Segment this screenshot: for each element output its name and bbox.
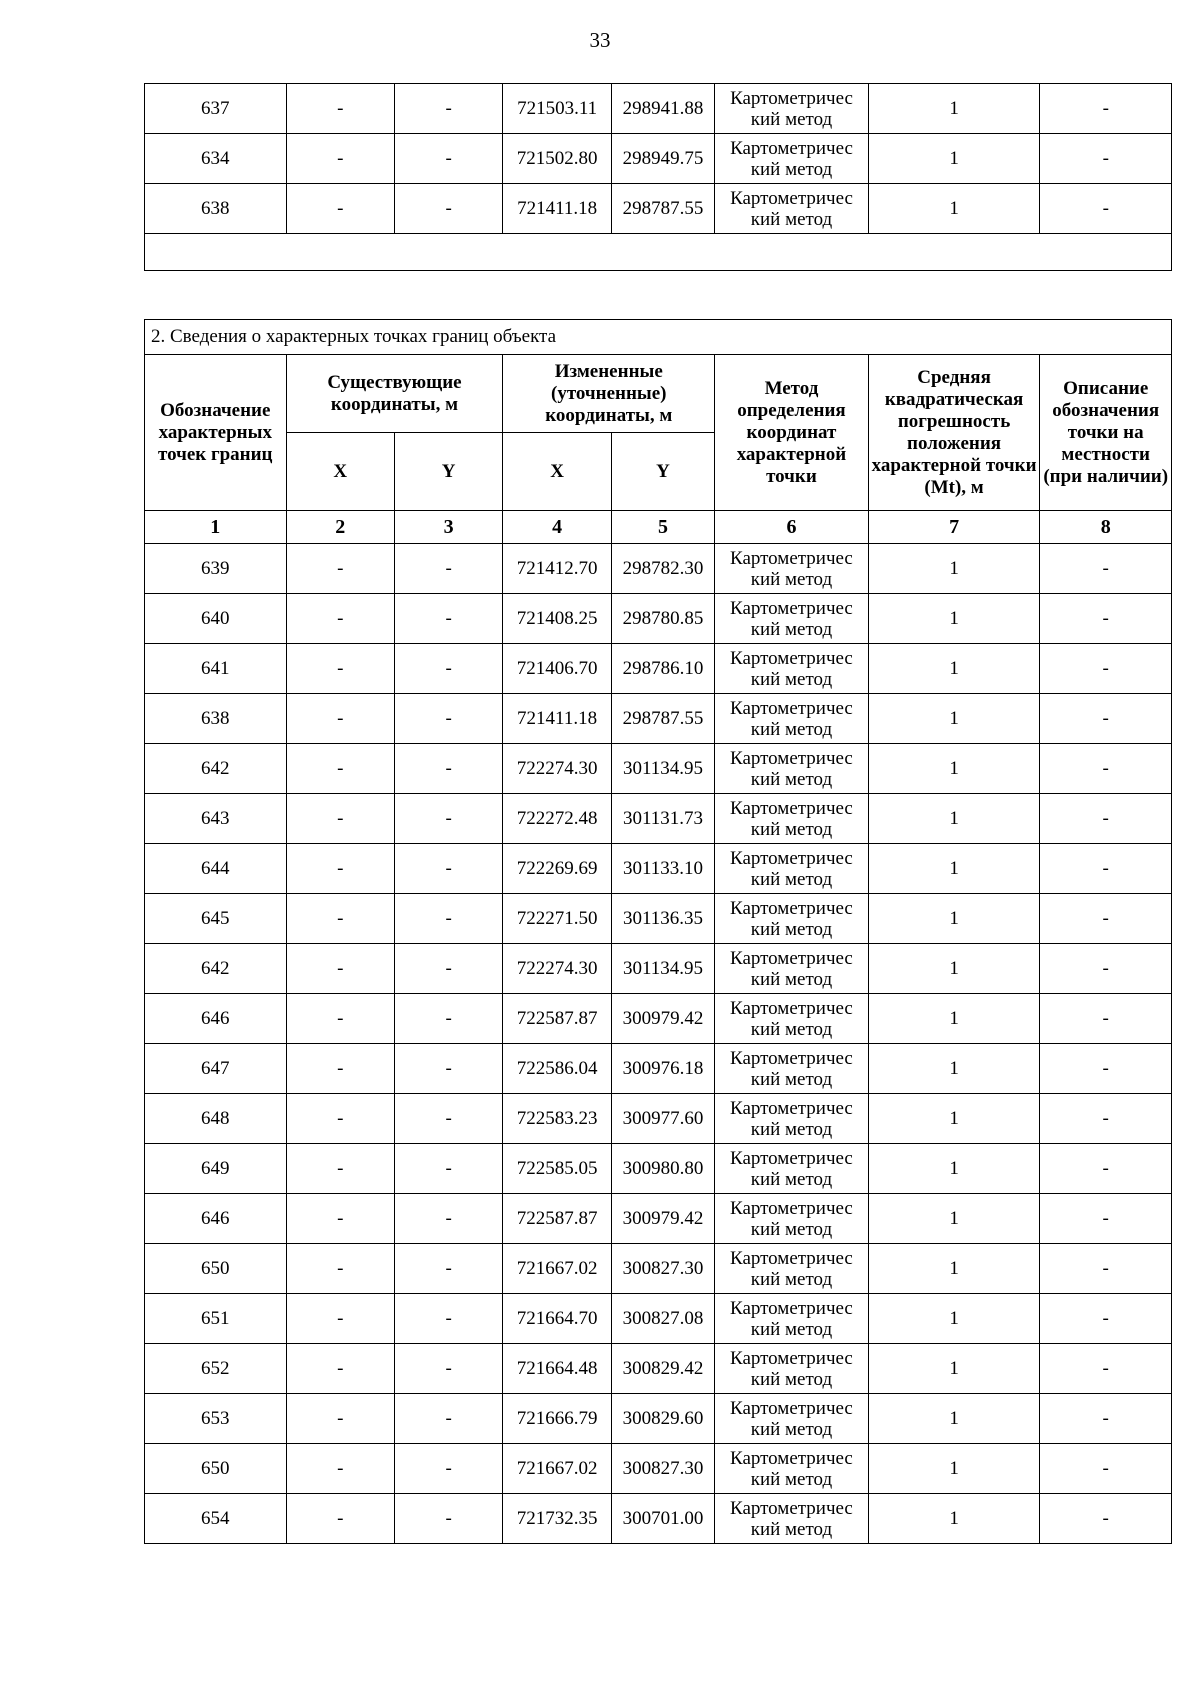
top-table-body <box>145 84 1172 234</box>
description-cell: - <box>1040 544 1172 594</box>
table-row <box>145 1094 1172 1144</box>
method-line-2: кий метод <box>750 1318 833 1340</box>
method-line-2: кий метод <box>750 158 833 180</box>
existing-x-cell: - <box>286 1294 394 1344</box>
description-cell: - <box>1040 594 1172 644</box>
changed-y-cell: 301133.10 <box>611 844 714 894</box>
method-line-2: кий метод <box>750 1518 833 1540</box>
changed-x-cell: 721502.80 <box>503 134 611 184</box>
table-row <box>145 594 1172 644</box>
existing-y-cell: - <box>394 544 502 594</box>
existing-x-cell: - <box>286 1444 394 1494</box>
changed-y-cell: 298782.30 <box>611 544 714 594</box>
existing-x-cell: - <box>286 694 394 744</box>
method-line-1: Картометричес <box>730 137 853 159</box>
method-line-2: кий метод <box>750 108 833 130</box>
point-id-cell: 648 <box>145 1094 287 1144</box>
method-cell <box>715 1194 869 1244</box>
existing-y-cell: - <box>394 744 502 794</box>
accuracy-cell: 1 <box>868 84 1040 134</box>
method-line-2: кий метод <box>750 818 833 840</box>
method-cell <box>715 134 869 184</box>
accuracy-cell: 1 <box>868 744 1040 794</box>
point-id-cell: 634 <box>145 134 287 184</box>
description-cell: - <box>1040 1194 1172 1244</box>
method-line-1: Картометричес <box>730 1347 853 1369</box>
column-number: 6 <box>715 511 869 544</box>
method-line-1: Картометричес <box>730 1397 853 1419</box>
point-id-cell: 654 <box>145 1494 287 1544</box>
existing-x-cell: - <box>286 594 394 644</box>
column-numbers-row <box>145 511 1172 544</box>
method-line-2: кий метод <box>750 768 833 790</box>
changed-x-cell: 722586.04 <box>503 1044 611 1094</box>
description-cell: - <box>1040 1244 1172 1294</box>
accuracy-cell: 1 <box>868 1194 1040 1244</box>
description-cell: - <box>1040 894 1172 944</box>
changed-y-cell: 301136.35 <box>611 894 714 944</box>
method-line-1: Картометричес <box>730 597 853 619</box>
point-id-cell: 646 <box>145 1194 287 1244</box>
method-line-2: кий метод <box>750 1118 833 1140</box>
accuracy-cell: 1 <box>868 1294 1040 1344</box>
existing-y-cell: - <box>394 994 502 1044</box>
page-number: 33 <box>589 28 611 52</box>
method-line-1: Картометричес <box>730 647 853 669</box>
existing-x-cell: - <box>286 1194 394 1244</box>
main-table-body <box>145 544 1172 1544</box>
existing-y-cell: - <box>394 1344 502 1394</box>
method-line-1: Картометричес <box>730 847 853 869</box>
accuracy-cell: 1 <box>868 1094 1040 1144</box>
table-row <box>145 544 1172 594</box>
point-id-cell: 643 <box>145 794 287 844</box>
existing-x-cell: - <box>286 1144 394 1194</box>
column-number: 8 <box>1040 511 1172 544</box>
table-row <box>145 1444 1172 1494</box>
column-number: 2 <box>286 511 394 544</box>
table-row <box>145 1494 1172 1544</box>
changed-x-cell: 722271.50 <box>503 894 611 944</box>
existing-y-cell: - <box>394 1494 502 1544</box>
method-cell <box>715 1044 869 1094</box>
table-row <box>145 1194 1172 1244</box>
accuracy-cell: 1 <box>868 1044 1040 1094</box>
table-row <box>145 944 1172 994</box>
changed-y-cell: 298941.88 <box>611 84 714 134</box>
existing-y-cell: - <box>394 1144 502 1194</box>
method-cell <box>715 544 869 594</box>
accuracy-cell: 1 <box>868 694 1040 744</box>
column-number: 7 <box>868 511 1040 544</box>
method-line-1: Картометричес <box>730 947 853 969</box>
changed-x-cell: 721664.70 <box>503 1294 611 1344</box>
existing-x-cell: - <box>286 134 394 184</box>
method-cell <box>715 1394 869 1444</box>
changed-x-cell: 721411.18 <box>503 184 611 234</box>
changed-y-cell: 300827.08 <box>611 1294 714 1344</box>
method-cell <box>715 594 869 644</box>
method-cell <box>715 1244 869 1294</box>
point-id-cell: 640 <box>145 594 287 644</box>
existing-y-cell: - <box>394 644 502 694</box>
point-id-cell: 652 <box>145 1344 287 1394</box>
method-line-1: Картометричес <box>730 547 853 569</box>
method-cell <box>715 894 869 944</box>
point-id-cell: 646 <box>145 994 287 1044</box>
method-cell <box>715 944 869 994</box>
method-line-1: Картометричес <box>730 897 853 919</box>
existing-x-cell: - <box>286 1044 394 1094</box>
changed-x-cell: 721666.79 <box>503 1394 611 1444</box>
changed-x-cell: 722269.69 <box>503 844 611 894</box>
changed-x-cell: 721503.11 <box>503 84 611 134</box>
existing-y-cell: - <box>394 1294 502 1344</box>
description-cell: - <box>1040 134 1172 184</box>
changed-x-cell: 721406.70 <box>503 644 611 694</box>
existing-y-cell: - <box>394 594 502 644</box>
point-id-cell: 638 <box>145 184 287 234</box>
changed-x-cell: 721732.35 <box>503 1494 611 1544</box>
accuracy-cell: 1 <box>868 134 1040 184</box>
method-line-1: Картометричес <box>730 997 853 1019</box>
accuracy-cell: 1 <box>868 184 1040 234</box>
existing-x-cell: - <box>286 1244 394 1294</box>
existing-x-cell: - <box>286 794 394 844</box>
method-cell <box>715 694 869 744</box>
changed-y-cell: 300701.00 <box>611 1494 714 1544</box>
method-line-1: Картометричес <box>730 797 853 819</box>
point-id-cell: 639 <box>145 544 287 594</box>
changed-x-cell: 722583.23 <box>503 1094 611 1144</box>
existing-y-cell: - <box>394 1044 502 1094</box>
column-number: 4 <box>503 511 611 544</box>
changed-x-cell: 722585.05 <box>503 1144 611 1194</box>
method-line-1: Картометричес <box>730 1497 853 1519</box>
changed-x-cell: 722274.30 <box>503 944 611 994</box>
point-id-cell: 647 <box>145 1044 287 1094</box>
method-line-2: кий метод <box>750 568 833 590</box>
description-cell: - <box>1040 84 1172 134</box>
changed-y-cell: 300979.42 <box>611 1194 714 1244</box>
existing-x-cell: - <box>286 1394 394 1444</box>
existing-y-cell: - <box>394 1194 502 1244</box>
changed-y-cell: 298780.85 <box>611 594 714 644</box>
method-line-2: кий метод <box>750 918 833 940</box>
changed-x-cell: 722272.48 <box>503 794 611 844</box>
top-continuation-table <box>144 83 1172 271</box>
point-id-cell: 642 <box>145 944 287 994</box>
table-row <box>145 1044 1172 1094</box>
description-cell: - <box>1040 744 1172 794</box>
method-cell <box>715 844 869 894</box>
method-line-2: кий метод <box>750 868 833 890</box>
description-cell: - <box>1040 794 1172 844</box>
point-id-cell: 653 <box>145 1394 287 1444</box>
changed-y-cell: 298787.55 <box>611 184 714 234</box>
changed-y-cell: 300977.60 <box>611 1094 714 1144</box>
changed-y-cell: 300976.18 <box>611 1044 714 1094</box>
description-cell: - <box>1040 644 1172 694</box>
point-id-cell: 650 <box>145 1244 287 1294</box>
point-id-cell: 644 <box>145 844 287 894</box>
method-line-2: кий метод <box>750 968 833 990</box>
header-existing-coordinates: Существующие координаты, м <box>286 355 503 433</box>
accuracy-cell: 1 <box>868 544 1040 594</box>
existing-y-cell: - <box>394 84 502 134</box>
header-changed-x: X <box>503 433 611 511</box>
table-row <box>145 1294 1172 1344</box>
table-row <box>145 694 1172 744</box>
existing-y-cell: - <box>394 1244 502 1294</box>
method-line-2: кий метод <box>750 718 833 740</box>
description-cell: - <box>1040 1144 1172 1194</box>
changed-y-cell: 300829.60 <box>611 1394 714 1444</box>
header-existing-x: X <box>286 433 394 511</box>
table-row <box>145 894 1172 944</box>
table-row <box>145 1394 1172 1444</box>
accuracy-cell: 1 <box>868 1244 1040 1294</box>
changed-y-cell: 301134.95 <box>611 744 714 794</box>
changed-y-cell: 298786.10 <box>611 644 714 694</box>
header-changed-y: Y <box>611 433 714 511</box>
changed-x-cell: 721667.02 <box>503 1444 611 1494</box>
method-line-2: кий метод <box>750 618 833 640</box>
changed-y-cell: 300827.30 <box>611 1444 714 1494</box>
accuracy-cell: 1 <box>868 1394 1040 1444</box>
description-cell: - <box>1040 694 1172 744</box>
header-method: Метод определения координат характерной точки <box>715 355 869 511</box>
description-cell: - <box>1040 944 1172 994</box>
column-number: 1 <box>145 511 287 544</box>
existing-x-cell: - <box>286 1344 394 1394</box>
method-cell <box>715 794 869 844</box>
existing-x-cell: - <box>286 944 394 994</box>
method-line-2: кий метод <box>750 1068 833 1090</box>
changed-y-cell: 301134.95 <box>611 944 714 994</box>
method-cell <box>715 1294 869 1344</box>
method-cell <box>715 744 869 794</box>
changed-y-cell: 300829.42 <box>611 1344 714 1394</box>
description-cell: - <box>1040 844 1172 894</box>
accuracy-cell: 1 <box>868 1344 1040 1394</box>
changed-x-cell: 721664.48 <box>503 1344 611 1394</box>
existing-x-cell: - <box>286 644 394 694</box>
point-id-cell: 645 <box>145 894 287 944</box>
table-row <box>145 184 1172 234</box>
table-row <box>145 84 1172 134</box>
table-row <box>145 134 1172 184</box>
description-cell: - <box>1040 1444 1172 1494</box>
existing-x-cell: - <box>286 894 394 944</box>
description-cell: - <box>1040 184 1172 234</box>
existing-y-cell: - <box>394 844 502 894</box>
header-changed-coordinates: Измененные (уточненные) координаты, м <box>503 355 715 433</box>
method-line-2: кий метод <box>750 1268 833 1290</box>
changed-y-cell: 298787.55 <box>611 694 714 744</box>
existing-y-cell: - <box>394 134 502 184</box>
changed-x-cell: 721411.18 <box>503 694 611 744</box>
table-row <box>145 644 1172 694</box>
description-cell: - <box>1040 1294 1172 1344</box>
method-cell <box>715 1144 869 1194</box>
existing-y-cell: - <box>394 1094 502 1144</box>
method-line-2: кий метод <box>750 1418 833 1440</box>
accuracy-cell: 1 <box>868 944 1040 994</box>
existing-y-cell: - <box>394 694 502 744</box>
empty-row <box>145 234 1172 271</box>
method-cell <box>715 994 869 1044</box>
existing-x-cell: - <box>286 844 394 894</box>
header-existing-y: Y <box>394 433 502 511</box>
point-id-cell: 637 <box>145 84 287 134</box>
method-line-2: кий метод <box>750 1368 833 1390</box>
existing-y-cell: - <box>394 894 502 944</box>
accuracy-cell: 1 <box>868 594 1040 644</box>
accuracy-cell: 1 <box>868 1444 1040 1494</box>
changed-y-cell: 300980.80 <box>611 1144 714 1194</box>
existing-y-cell: - <box>394 1444 502 1494</box>
method-cell <box>715 84 869 134</box>
method-cell <box>715 1444 869 1494</box>
header-description: Описание обозначения точки на местности (при наличии) <box>1040 355 1172 511</box>
existing-x-cell: - <box>286 744 394 794</box>
table-row <box>145 794 1172 844</box>
method-line-1: Картометричес <box>730 1197 853 1219</box>
method-line-1: Картометричес <box>730 87 853 109</box>
changed-x-cell: 722587.87 <box>503 994 611 1044</box>
accuracy-cell: 1 <box>868 844 1040 894</box>
method-line-1: Картометричес <box>730 697 853 719</box>
point-id-cell: 641 <box>145 644 287 694</box>
table-row <box>145 744 1172 794</box>
changed-y-cell: 300979.42 <box>611 994 714 1044</box>
existing-y-cell: - <box>394 1394 502 1444</box>
point-id-cell: 642 <box>145 744 287 794</box>
method-line-2: кий метод <box>750 668 833 690</box>
method-line-1: Картометричес <box>730 187 853 209</box>
header-designation: Обозначение характерных точек границ <box>145 355 287 511</box>
accuracy-cell: 1 <box>868 644 1040 694</box>
method-line-1: Картометричес <box>730 1047 853 1069</box>
method-line-2: кий метод <box>750 1018 833 1040</box>
section-title: 2. Сведения о характерных точках границ объекта <box>145 320 1172 355</box>
column-number: 3 <box>394 511 502 544</box>
method-cell <box>715 184 869 234</box>
accuracy-cell: 1 <box>868 894 1040 944</box>
existing-x-cell: - <box>286 84 394 134</box>
method-line-2: кий метод <box>750 1168 833 1190</box>
existing-y-cell: - <box>394 944 502 994</box>
description-cell: - <box>1040 1044 1172 1094</box>
description-cell: - <box>1040 1094 1172 1144</box>
changed-y-cell: 301131.73 <box>611 794 714 844</box>
method-line-1: Картометричес <box>730 1097 853 1119</box>
table-row <box>145 1144 1172 1194</box>
changed-y-cell: 298949.75 <box>611 134 714 184</box>
accuracy-cell: 1 <box>868 1144 1040 1194</box>
column-number: 5 <box>611 511 714 544</box>
point-id-cell: 638 <box>145 694 287 744</box>
method-line-1: Картометричес <box>730 1297 853 1319</box>
method-line-2: кий метод <box>750 208 833 230</box>
existing-x-cell: - <box>286 1094 394 1144</box>
method-line-1: Картометричес <box>730 1247 853 1269</box>
existing-x-cell: - <box>286 544 394 594</box>
method-line-1: Картометричес <box>730 747 853 769</box>
changed-x-cell: 722587.87 <box>503 1194 611 1244</box>
existing-y-cell: - <box>394 794 502 844</box>
method-cell <box>715 1094 869 1144</box>
changed-x-cell: 721412.70 <box>503 544 611 594</box>
method-line-1: Картометричес <box>730 1447 853 1469</box>
accuracy-cell: 1 <box>868 1494 1040 1544</box>
method-cell <box>715 644 869 694</box>
point-id-cell: 650 <box>145 1444 287 1494</box>
existing-x-cell: - <box>286 994 394 1044</box>
changed-x-cell: 721667.02 <box>503 1244 611 1294</box>
existing-x-cell: - <box>286 1494 394 1544</box>
accuracy-cell: 1 <box>868 794 1040 844</box>
table-row <box>145 994 1172 1044</box>
table-row <box>145 1244 1172 1294</box>
description-cell: - <box>1040 1394 1172 1444</box>
method-line-2: кий метод <box>750 1468 833 1490</box>
header-accuracy: Средняя квадратическая погрешность положения характерной точки (Mt), м <box>868 355 1040 511</box>
accuracy-cell: 1 <box>868 994 1040 1044</box>
table-row <box>145 1344 1172 1394</box>
changed-x-cell: 721408.25 <box>503 594 611 644</box>
description-cell: - <box>1040 1494 1172 1544</box>
method-cell <box>715 1344 869 1394</box>
existing-x-cell: - <box>286 184 394 234</box>
boundary-points-table <box>144 319 1172 1544</box>
description-cell: - <box>1040 1344 1172 1394</box>
description-cell: - <box>1040 994 1172 1044</box>
method-cell <box>715 1494 869 1544</box>
method-line-1: Картометричес <box>730 1147 853 1169</box>
existing-y-cell: - <box>394 184 502 234</box>
method-line-2: кий метод <box>750 1218 833 1240</box>
point-id-cell: 649 <box>145 1144 287 1194</box>
point-id-cell: 651 <box>145 1294 287 1344</box>
changed-x-cell: 722274.30 <box>503 744 611 794</box>
table-row <box>145 844 1172 894</box>
changed-y-cell: 300827.30 <box>611 1244 714 1294</box>
